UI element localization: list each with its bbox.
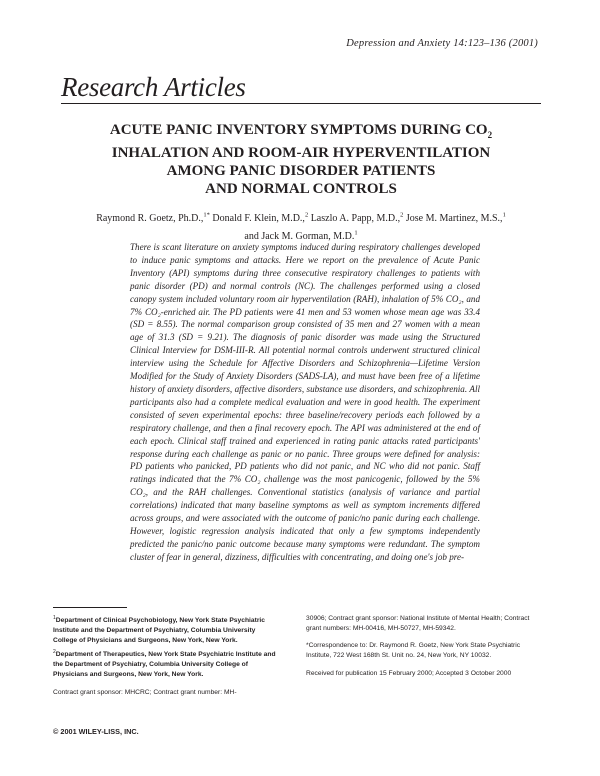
author: and Jack M. Gorman, M.D.$^1$ bbox=[244, 229, 358, 242]
author: Raymond R. Goetz, Ph.D.,$^{1*}$ bbox=[96, 212, 210, 225]
author: Laszlo A. Papp, M.D.,$^2$ bbox=[310, 212, 404, 225]
title-line-1: ACUTE PANIC INVENTORY SYMPTOMS DURING $CO_2$ bbox=[109, 122, 493, 140]
abstract-text: There is scant literature on anxiety symptoms induced during respiratory challenges developed to induce panic symptoms and attacks. Here we report on the prevalence of Acute Panic Inventory (API) symptoms during three consecutive respiratory challenges to patients with panic disorder (PD) and normal controls (NC). The challenges performed using a closed canopy system included voluntary room air hyperventilation (RAH), inhalation of 5% CO₂, and 7% CO₂-enriched air. The PD patients were 41 men and 53 women whose mean age was 33.4 (SD = 8.55). The normal comparison group consisted of 35 men and 27 women with a mean age of 31.3 (SD = 9.21). The diagnosis of panic disorder was made using the Structured Clinical Interview for DSM-III-R. All potential normal controls underwent structured clinical interview using the Schedule for Affective Disorders and Schizophrenia—Lifetime Version Modified for the Study of Anxiety Disorders (SADS-LA), and must have been free of a lifetime history of anxiety disorders, affective disorders, substance use disorders, and schizophrenia. All participants also had a complete medical evaluation and were in good health. The experiment consisted of seven experimental epochs: three baseline/recovery periods each followed by a respiratory challenge, and then a final recovery epoch. The API was administered at the end of each epoch. Clinical staff trained and experienced in rating panic attacks rated participants' response during each challenge as panic or no panic. Three groups were defined for analysis: PD patients who panicked, PD patients who did not panic, and NC who did not panic. Staff ratings indicated that the 7% CO₂ challenge was the most panicogenic, followed by the 5% CO₂, and the RAH challenges. Conventional statistics (analysis of variance and partial correlations) indicated that many baseline symptoms as well as symptom increments differed across groups, and were associated with the outcome of panic/no panic during each challenge. However, logistic regression analysis indicated that only a few symptoms independently predicted the panic/no panic outcome because many symptoms were redundant. The symptom cluster of fear in general, dizziness, difficulties with concentrating, and doing one's job pre- bbox=[130, 242, 480, 562]
author-list bbox=[60, 209, 542, 244]
correspondence: *Correspondence to: Dr. Raymond R. Goetz, New York State Psychiatric Institute, 722 West 168th St. Unit no. 24, New York, NY 10032. bbox=[306, 642, 521, 660]
author: Jose M. Martinez, M.S.,$^1$ bbox=[405, 212, 506, 225]
publication-dates: Received for publication 15 February 2000; Accepted 3 October 2000 bbox=[306, 669, 512, 677]
section-divider bbox=[61, 103, 541, 104]
abstract bbox=[130, 241, 480, 564]
copyright: © 2001 WILEY-LISS, INC. bbox=[53, 727, 139, 736]
title-line-2: INHALATION AND ROOM-AIR HYPERVENTILATION bbox=[111, 145, 491, 161]
footnotes-left bbox=[53, 614, 281, 700]
title-line-3: AMONG PANIC DISORDER PATIENTS bbox=[166, 163, 436, 179]
section-title: Research Articles bbox=[61, 72, 246, 102]
footnotes-right bbox=[306, 614, 546, 682]
affiliation-1: $^1$Department of Clinical Psychobiology, New York State Psychiatric Institute and the Department of Psychiatry, Columbia University College of Physicians and Surgeons, New York, New York. bbox=[53, 615, 266, 644]
grant-sponsor-continued: 30906; Contract grant sponsor: National Institute of Mental Health; Contract grant numbers: MH-00416, MH-50727, MH-59342. bbox=[306, 615, 530, 632]
footnote-divider bbox=[53, 607, 127, 608]
affiliation-2: $^2$Department of Therapeutics, New York State Psychiatric Institute and the Department of Psychiatry, Columbia University College of Physicians and Surgeons, New York, New York. bbox=[53, 649, 276, 678]
grant-sponsor: Contract grant sponsor: MHCRC; Contract grant number: MH- bbox=[53, 688, 237, 696]
running-head: Depression and Anxiety 14:123–136 (2001) bbox=[346, 38, 538, 49]
title-line-4: AND NORMAL CONTROLS bbox=[205, 181, 397, 197]
author: Donald F. Klein, M.D.,$^2$ bbox=[212, 212, 309, 225]
article-title bbox=[60, 121, 542, 198]
